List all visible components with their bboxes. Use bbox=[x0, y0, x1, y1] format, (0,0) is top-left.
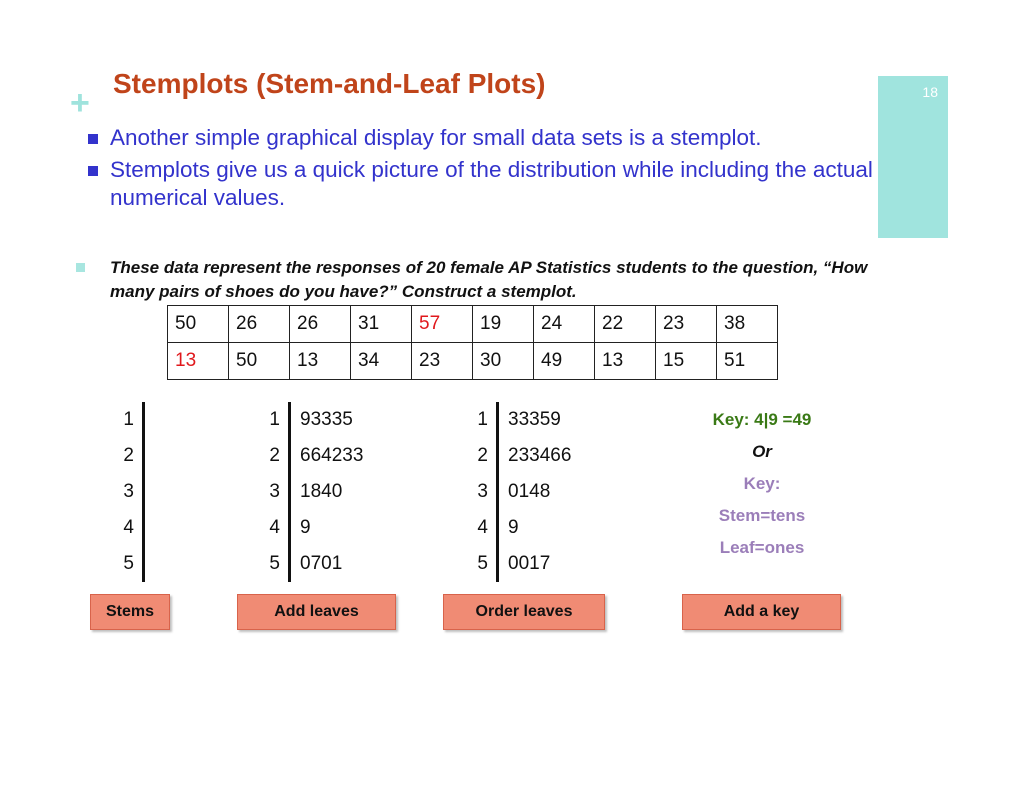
stem-value: 3 bbox=[269, 481, 280, 502]
stem-value: 5 bbox=[477, 553, 488, 574]
stem-value: 1 bbox=[269, 409, 280, 430]
table-cell: 15 bbox=[656, 343, 717, 380]
table-cell: 26 bbox=[290, 306, 351, 343]
stem-value: 2 bbox=[477, 445, 488, 466]
table-cell: 31 bbox=[351, 306, 412, 343]
bullet-text: Stemplots give us a quick picture of the distribution while including the actual numerical values. bbox=[110, 157, 873, 210]
table-cell: 13 bbox=[290, 343, 351, 380]
stem-value: 2 bbox=[269, 445, 280, 466]
leaf-value: 33359 bbox=[508, 409, 561, 430]
leaf-value: 93335 bbox=[300, 409, 353, 430]
table-cell: 49 bbox=[534, 343, 595, 380]
table-cell: 23 bbox=[412, 343, 473, 380]
key-line-or: Or bbox=[752, 442, 772, 461]
key-line-primary: Key: 4|9 =49 bbox=[712, 410, 812, 429]
key-line-stem: Stem=tens bbox=[718, 506, 806, 525]
bullet-square-icon bbox=[88, 134, 98, 144]
add-key-button[interactable]: Add a key bbox=[682, 594, 841, 630]
table-cell: 13 bbox=[168, 343, 229, 380]
stem-value: 1 bbox=[123, 409, 134, 430]
key-line-alt-title: Key: bbox=[743, 474, 781, 493]
table-cell: 34 bbox=[351, 343, 412, 380]
stem-value: 3 bbox=[123, 481, 134, 502]
stem-divider-line bbox=[142, 402, 145, 582]
table-cell: 22 bbox=[595, 306, 656, 343]
slide-number: 18 bbox=[922, 84, 938, 100]
bullet-text: Another simple graphical display for small data sets is a stemplot. bbox=[110, 125, 762, 150]
bullet-list bbox=[88, 124, 878, 216]
bullet-item bbox=[88, 156, 878, 212]
leaf-value: 664233 bbox=[300, 445, 364, 466]
table-row bbox=[168, 343, 778, 380]
leaf-value: 0148 bbox=[508, 481, 551, 502]
leaf-value: 9 bbox=[300, 517, 311, 538]
order-leaves-button[interactable]: Order leaves bbox=[443, 594, 605, 630]
plus-icon: + bbox=[70, 84, 90, 122]
stem-value: 1 bbox=[477, 409, 488, 430]
stemplot-stems-only bbox=[100, 402, 160, 582]
table-cell: 57 bbox=[412, 306, 473, 343]
slide-number-box bbox=[878, 76, 948, 238]
stem-value: 3 bbox=[477, 481, 488, 502]
table-cell: 50 bbox=[168, 306, 229, 343]
table-cell: 51 bbox=[717, 343, 778, 380]
table-cell: 24 bbox=[534, 306, 595, 343]
slide-title: Stemplots (Stem-and-Leaf Plots) bbox=[113, 68, 546, 99]
table-row bbox=[168, 306, 778, 343]
stem-divider-line bbox=[496, 402, 499, 582]
stem-value: 4 bbox=[477, 517, 488, 538]
key-line-leaf: Leaf=ones bbox=[719, 538, 805, 557]
leaf-value: 9 bbox=[508, 517, 519, 538]
stemplot-key bbox=[680, 408, 844, 568]
stem-value: 4 bbox=[269, 517, 280, 538]
leaf-value: 1840 bbox=[300, 481, 343, 502]
table-cell: 38 bbox=[717, 306, 778, 343]
stem-value: 4 bbox=[123, 517, 134, 538]
add-leaves-button[interactable]: Add leaves bbox=[237, 594, 396, 630]
bullet-item bbox=[88, 124, 878, 152]
table-cell: 13 bbox=[595, 343, 656, 380]
stemplot-unordered bbox=[240, 402, 400, 582]
table-cell: 30 bbox=[473, 343, 534, 380]
task-text: These data represent the responses of 20 female AP Statistics students to the question, “How many pairs of shoes do you have?” Construct a stemplot. bbox=[110, 258, 868, 301]
bullet-square-icon bbox=[76, 263, 85, 272]
leaf-value: 0701 bbox=[300, 553, 343, 574]
leaf-value: 233466 bbox=[508, 445, 572, 466]
table-cell: 50 bbox=[229, 343, 290, 380]
table-cell: 19 bbox=[473, 306, 534, 343]
table-cell: 23 bbox=[656, 306, 717, 343]
table-cell: 26 bbox=[229, 306, 290, 343]
stem-value: 5 bbox=[269, 553, 280, 574]
stemplot-ordered bbox=[448, 402, 608, 582]
leaf-value: 0017 bbox=[508, 553, 551, 574]
task-paragraph bbox=[76, 256, 896, 304]
stem-divider-line bbox=[288, 402, 291, 582]
bullet-square-icon bbox=[88, 166, 98, 176]
stem-value: 2 bbox=[123, 445, 134, 466]
data-table bbox=[167, 305, 778, 380]
stems-button[interactable]: Stems bbox=[90, 594, 170, 630]
stem-value: 5 bbox=[123, 553, 134, 574]
